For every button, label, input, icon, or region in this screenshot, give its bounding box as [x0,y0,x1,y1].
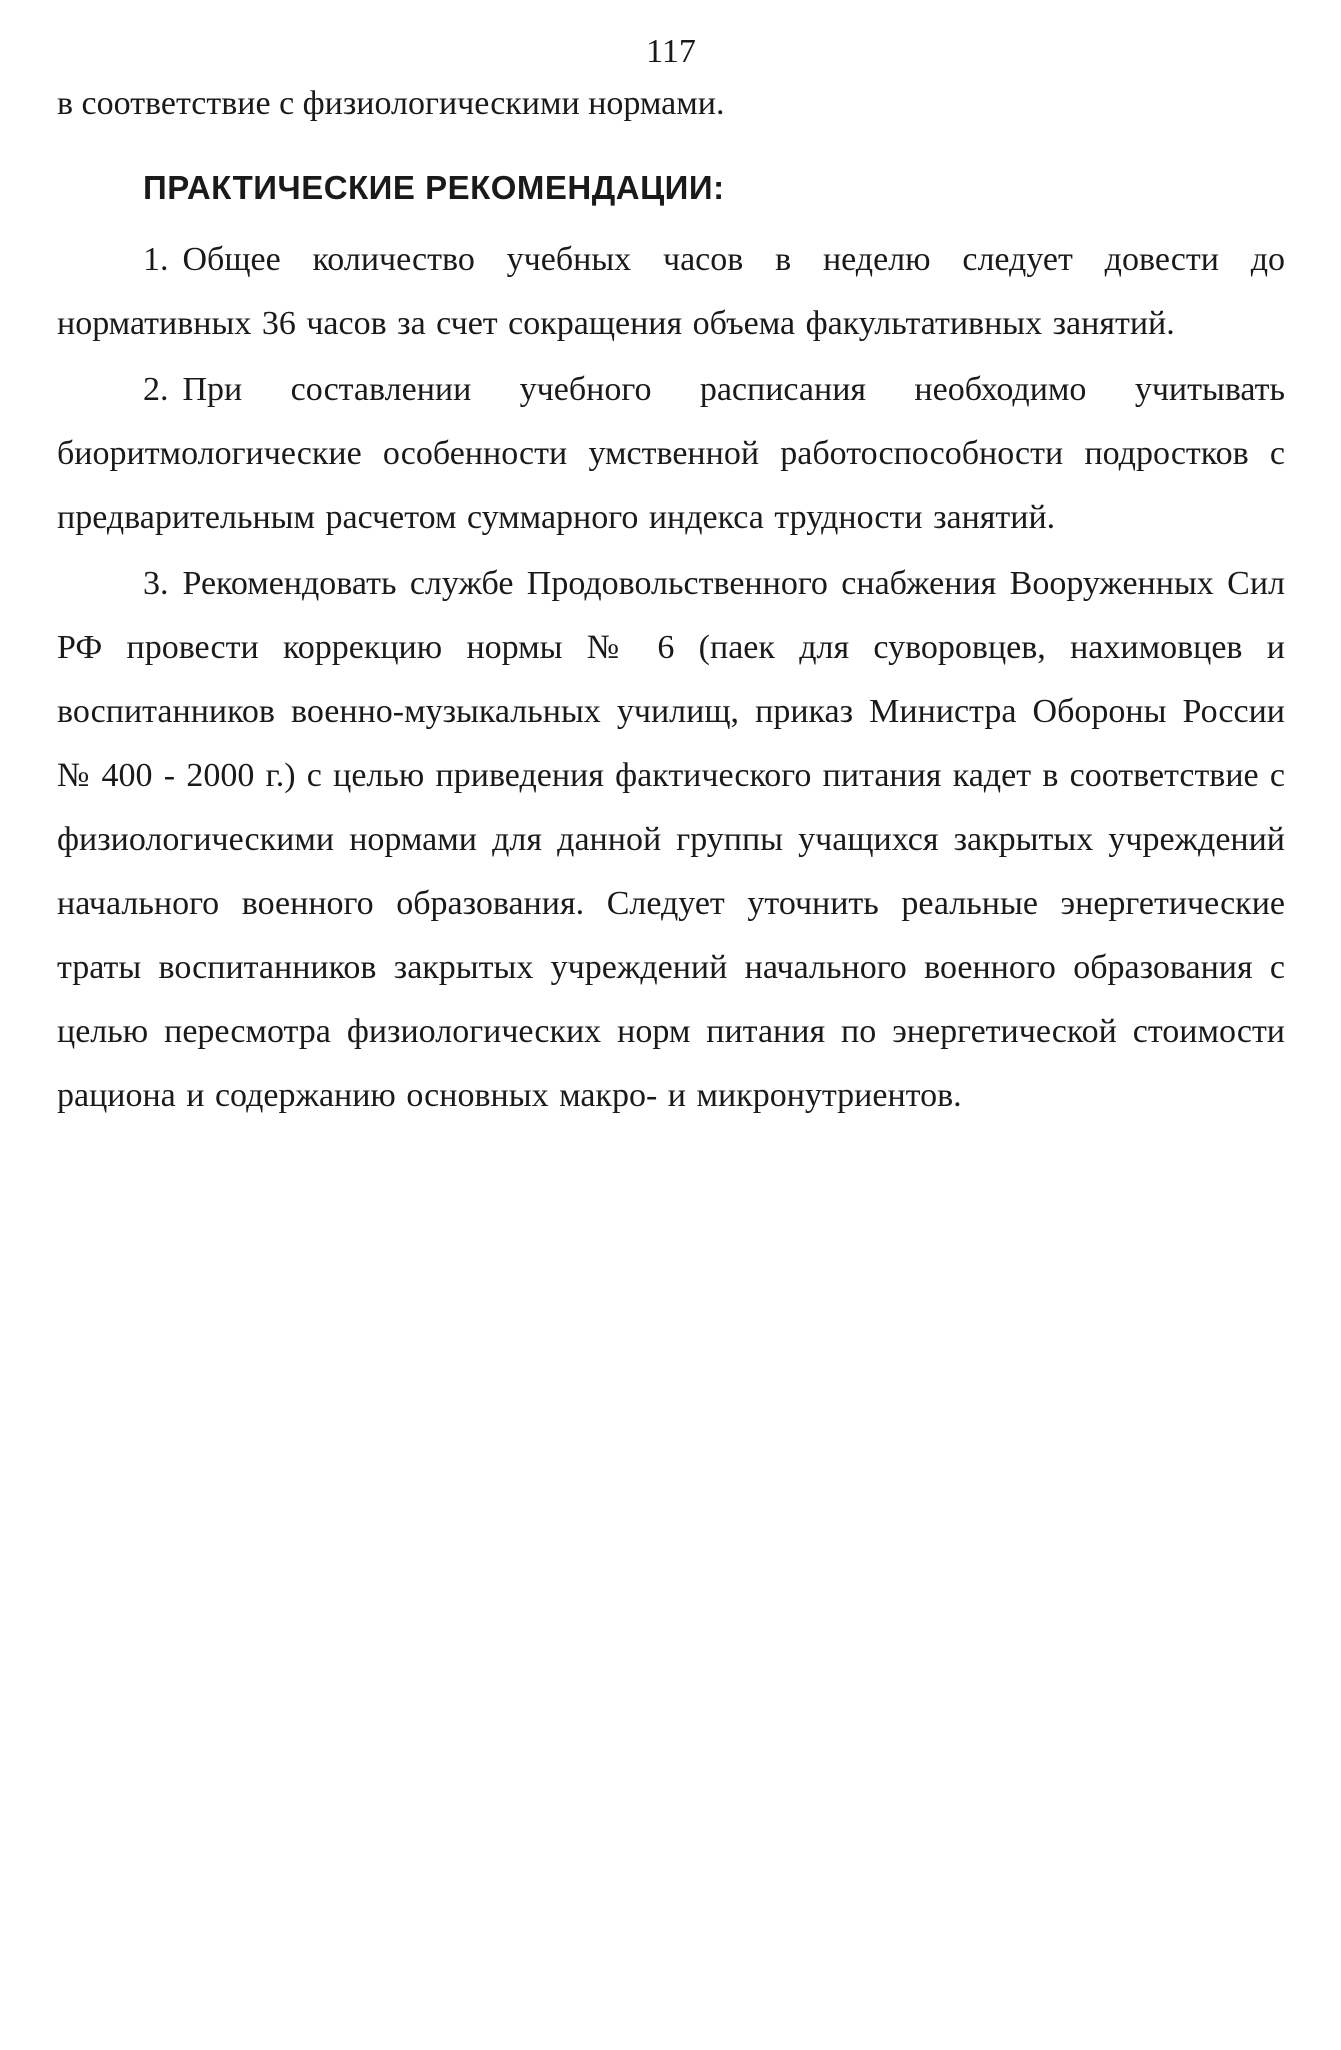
recommendation-item [57,552,1285,1128]
section-heading: ПРАКТИЧЕСКИЕ РЕКОМЕНДАЦИИ: [143,169,725,206]
recommendation-number: 2. [143,371,169,408]
recommendations-list [57,228,1285,1128]
recommendation-number: 1. [143,241,169,278]
recommendation-text: Общее количество учебных часов в неделю следует довести до нормативных 36 часов за счет сокращения объема факультативных занятий. [57,241,1285,342]
continuation-text: в соответствие с физиологическими нормами. [57,85,725,122]
recommendation-text: Рекомендовать службе Продовольственного снабжения Вооруженных Сил РФ провести коррекцию нормы № 6 (паек для суворовцев, нахимовцев и воспитанников военно-музыкальных училищ, приказ Министра Обороны России № 400 - 2000 г.) с целью приведения фактического питания кадет в соответствие с физиологическими нормами для данной группы учащихся закрытых учреждений начального военного образования. Следует уточнить реальные энергетические траты воспитанников закрытых учреждений начального военного образования с целью пересмотра физиологических норм питания по энергетической стоимости рациона и содержанию основных макро- и микронутриентов. [57,565,1285,1114]
recommendation-text: При составлении учебного расписания необходимо учитывать биоритмологические особенности умственной работоспособности подростков с предварительным расчетом суммарного индекса трудности занятий. [57,371,1285,536]
document-page [57,30,1285,1130]
recommendation-item [57,358,1285,550]
recommendation-item [57,228,1285,356]
recommendation-number: 3. [143,565,169,602]
page-number: 117 [646,33,696,70]
